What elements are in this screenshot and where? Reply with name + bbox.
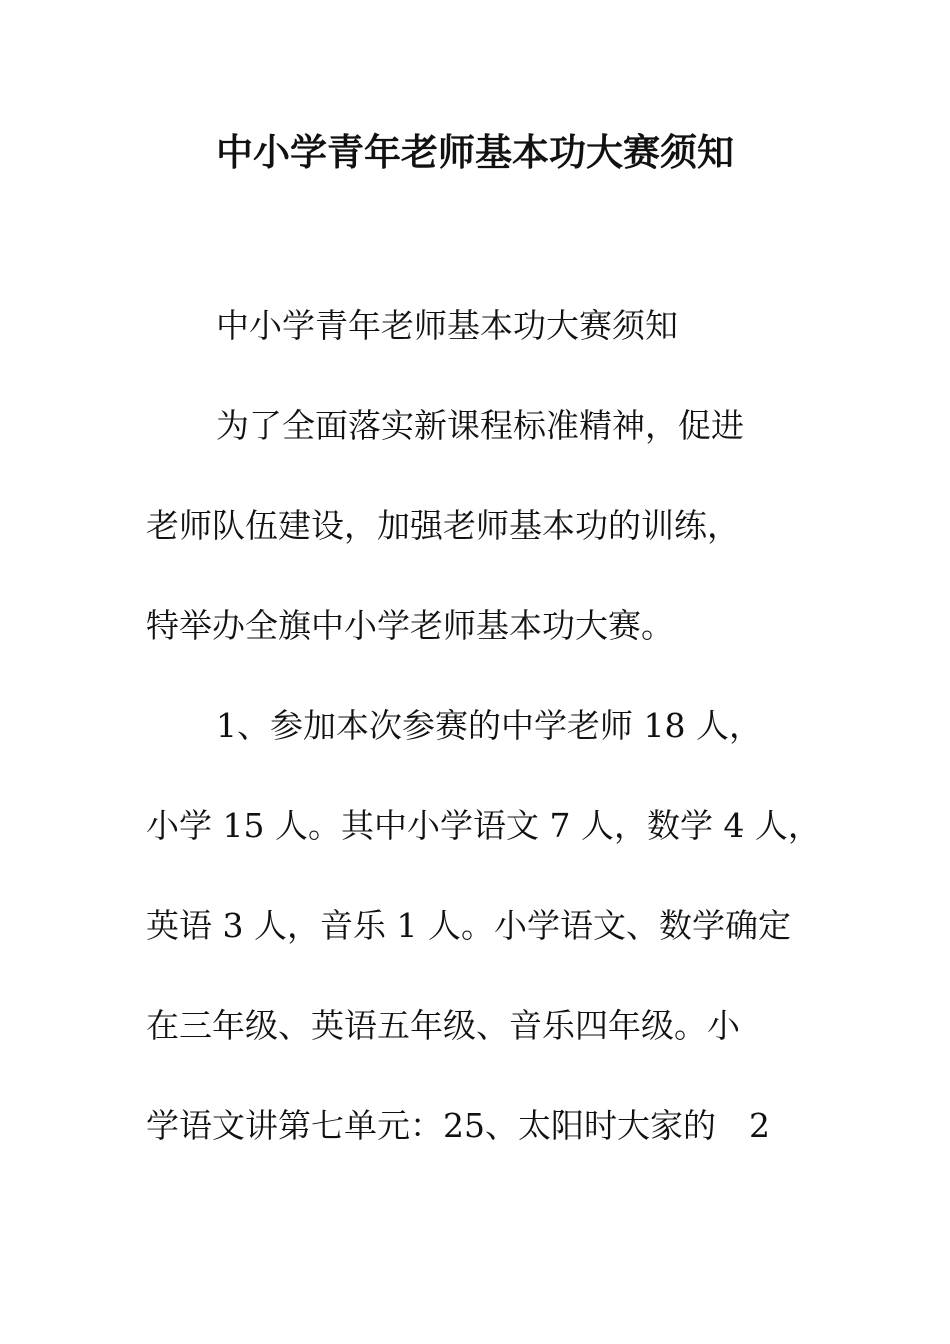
paragraph-line: 学语文讲第七单元：25、太阳时大家的 2 (146, 1106, 770, 1145)
paragraph-line: 为了全面落实新课程标准精神，促进 (216, 406, 744, 445)
paragraph-line: 特举办全旗中小学老师基本功大赛。 (146, 606, 674, 645)
paragraph-line: 英语 3 人，音乐 1 人。小学语文、数学确定 (146, 906, 791, 945)
paragraph-line: 老师队伍建设，加强老师基本功的训练， (146, 506, 740, 545)
document-title: 中小学青年老师基本功大赛须知 (216, 131, 734, 174)
paragraph-line: 在三年级、英语五年级、音乐四年级。小 (146, 1006, 740, 1045)
paragraph-line: 小学 15 人。其中小学语文 7 人，数学 4 人， (146, 806, 821, 845)
subtitle-line: 中小学青年老师基本功大赛须知 (216, 306, 678, 345)
paragraph-line: 1、参加本次参赛的中学老师 18 人， (216, 706, 762, 745)
